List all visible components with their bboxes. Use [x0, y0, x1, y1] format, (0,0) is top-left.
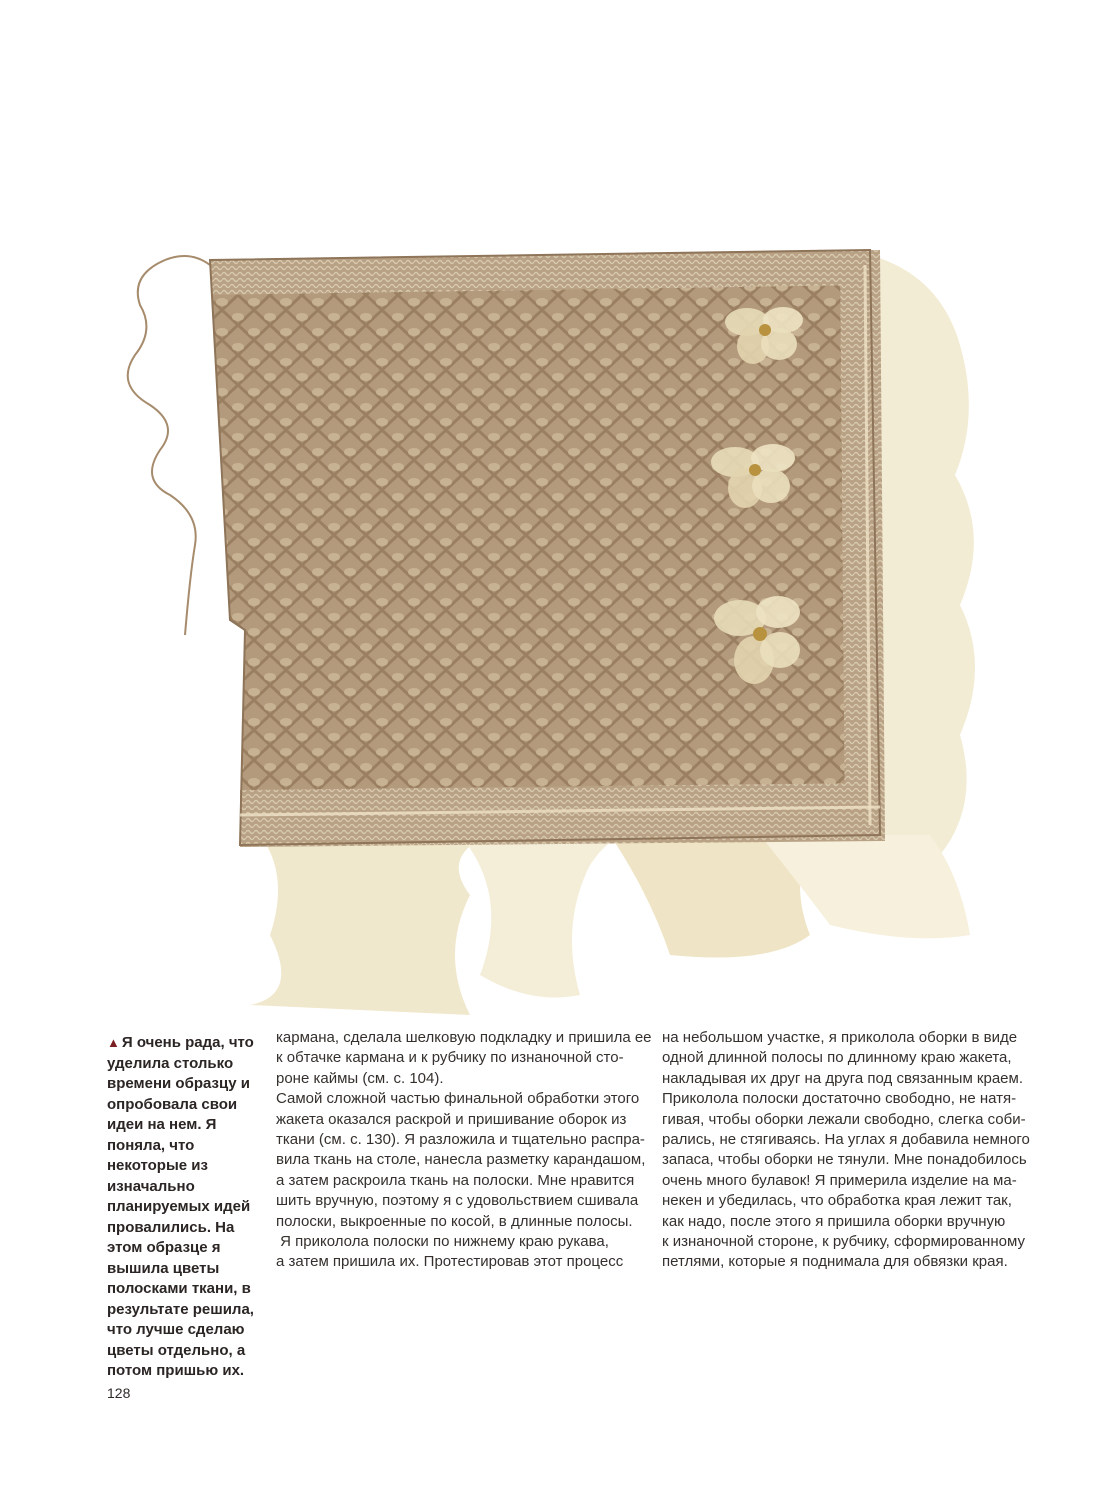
text-line: роне каймы (см. с. 104). — [276, 1069, 444, 1087]
text-line: гивая, чтобы оборки лежали свободно, слегка соби- — [662, 1110, 1026, 1128]
page-number: 128 — [107, 1385, 131, 1401]
knit-swatch-photo — [110, 235, 990, 1015]
caption-marker-icon: ▲ — [107, 1035, 120, 1050]
caption-text: Я очень рада, что уделила столько времени образцу и опробовала свои идеи на нем. Я поняла, что некоторые из изначально планируемых идей провалились. На этом образце я вышила цветы полосками ткани, в результате решила, что лучше сделаю цветы отдельно, а потом пришью их. — [107, 1034, 254, 1379]
text-line: очень много булавок! Я примерила изделие на ма- — [662, 1171, 1017, 1189]
text-line: Я приколола полоски по нижнему краю рукава, — [276, 1233, 609, 1251]
text-line: а затем пришила их. Протестировав этот процесс — [276, 1253, 624, 1271]
text-line: к изнаночной стороне, к рубчику, сформированному — [662, 1233, 1025, 1251]
text-line: запаса, чтобы оборки не тянули. Мне понадобилось — [662, 1151, 1027, 1169]
text-line: ткани (см. с. 130). Я разложила и тщательно распра- — [276, 1131, 645, 1149]
text-line: одной длинной полосы по длинному краю жакета, — [662, 1049, 1012, 1067]
body-column-3 — [662, 1028, 1030, 1273]
text-line: к обтачке кармана и к рубчику по изнаночной сто- — [276, 1049, 624, 1067]
text-line: Приколола полоски достаточно свободно, не натя- — [662, 1090, 1017, 1108]
text-line: вила ткань на столе, нанесла разметку карандашом, — [276, 1151, 646, 1169]
text-line: шить вручную, поэтому я с удовольствием сшивала — [276, 1192, 639, 1210]
text-line: кармана, сделала шелковую подкладку и пришила ее — [276, 1029, 652, 1046]
text-line: Самой сложной частью финальной обработки этого — [276, 1090, 640, 1108]
text-line: накладывая их друг на друга под связанным краем. — [662, 1069, 1023, 1087]
text-line: а затем раскроила ткань на полоски. Мне нравится — [276, 1171, 635, 1189]
body-column-2 — [276, 1028, 652, 1273]
text-line: петлями, которые я поднимала для обвязки края. — [662, 1253, 1008, 1271]
yarn-tail — [128, 256, 210, 635]
text-line: полоски, выкроенные по косой, в длинные полосы. — [276, 1212, 633, 1230]
text-line: некен и убедилась, что обработка края лежит так, — [662, 1192, 1012, 1210]
text-line: на небольшом участке, я приколола оборки в виде — [662, 1029, 1018, 1046]
text-line: как надо, после этого я пришила оборки вручную — [662, 1212, 1006, 1230]
text-line: рались, не стягиваясь. На углах я добавила немного — [662, 1131, 1030, 1149]
text-line: жакета оказался раскрой и пришивание оборок из — [276, 1110, 627, 1128]
photo-caption — [107, 1033, 270, 1382]
